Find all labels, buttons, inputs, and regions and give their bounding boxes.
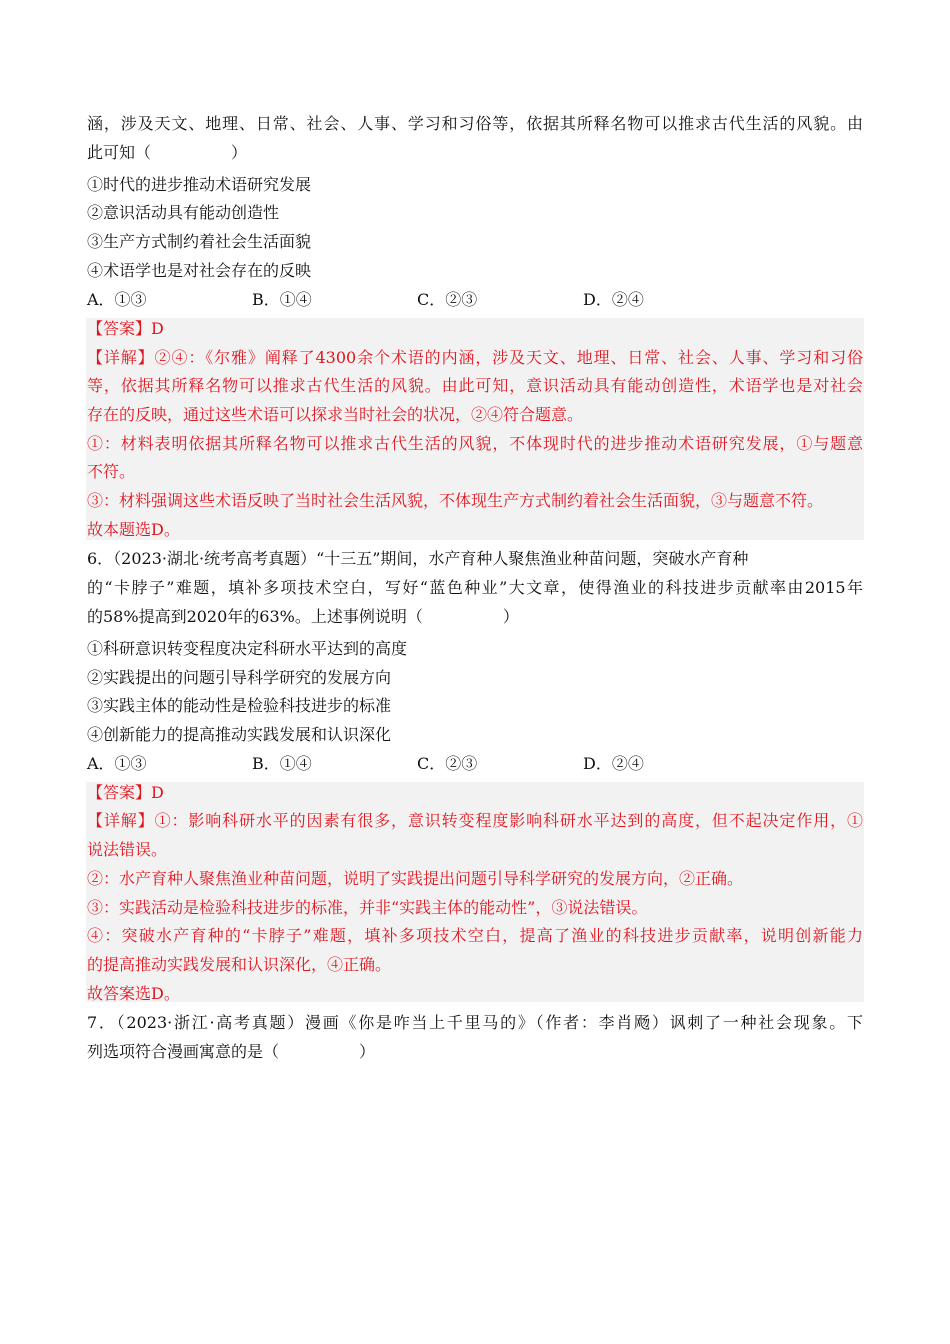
q6-option-c[interactable]: C．②③ xyxy=(417,754,478,773)
q6-detail-line xyxy=(87,810,863,832)
q6-stem-line: 6．（2023·湖北·统考高考真题）“十三五”期间，水产育种人聚焦渔业种苗问题，突破水产育种 xyxy=(87,549,749,568)
q5-stem-line: 涵，涉及天文、地理、日常、社会、人事、学习和习俗等，依据其所释名物可以推求古代生活的风貌。由 xyxy=(87,114,863,133)
q6-detail-line: ②：水产育种人聚焦渔业种苗问题，说明了实践提出问题引导科学研究的发展方向，②正确。 xyxy=(87,869,744,888)
q6-detail-line: 故答案选D。 xyxy=(87,984,180,1003)
q6-option-a[interactable]: A．①③ xyxy=(87,754,147,773)
q6-stem-line: 的58%提高到2020年的63%。上述事例说明（ ） xyxy=(87,607,519,626)
q5-option-c[interactable]: C．②③ xyxy=(417,290,478,309)
q5-detail-line: ①：材料表明依据其所释名物可以推求古代生活的风貌，不体现时代的进步推动术语研究发展，①与题意 xyxy=(87,434,863,453)
q5-statement: ①时代的进步推动术语研究发展 xyxy=(87,175,312,194)
q7-stem-line: 7．（2023·浙江·高考真题）漫画《你是咋当上千里马的》（作者：李肖飏）讽刺了一种社会现象。下 xyxy=(87,1013,863,1032)
answer-label: 【答案】 xyxy=(87,783,152,802)
q6-option-b[interactable]: B．①④ xyxy=(252,754,312,773)
q5-detail-line: 不符。 xyxy=(87,462,136,481)
q5-stem-line: 此可知（ ） xyxy=(87,143,248,162)
q5-detail-line: 存在的反映，通过这些术语可以探求当时社会的状况，②④符合题意。 xyxy=(87,405,584,424)
q6-detail-line: 的提高推动实践发展和认识深化，④正确。 xyxy=(87,955,392,974)
detail-text: ①：影响科研水平的因素有很多，意识转变程度影响科研水平达到的高度，但不起决定作用，① xyxy=(154,811,863,830)
answer-label: 【答案】 xyxy=(87,319,152,338)
q6-option-d[interactable]: D．②④ xyxy=(583,754,644,773)
q5-options xyxy=(87,289,863,311)
q6-detail-line: ③：实践活动是检验科技进步的标准，并非“实践主体的能动性”，③说法错误。 xyxy=(87,898,648,917)
q6-stem-line: 的“卡脖子”难题，填补多项技术空白，写好“蓝色种业”大文章，使得渔业的科技进步贡献率由2015年 xyxy=(87,578,863,597)
answer-value: D xyxy=(151,319,164,338)
q5-answer xyxy=(87,318,863,340)
detail-text: ②④：《尔雅》阐释了4300余个术语的内涵，涉及天文、地理、日常、社会、人事、学习和习俗 xyxy=(154,348,863,367)
q6-statement: ③实践主体的能动性是检验科技进步的标准 xyxy=(87,696,392,715)
q5-detail-line: 故本题选D。 xyxy=(87,520,180,539)
detail-label: 【详解】 xyxy=(87,811,155,830)
q5-option-a[interactable]: A．①③ xyxy=(87,290,147,309)
q6-statement: ②实践提出的问题引导科学研究的发展方向 xyxy=(87,668,392,687)
q6-options xyxy=(87,753,863,775)
q5-option-b[interactable]: B．①④ xyxy=(252,290,312,309)
q6-answer xyxy=(87,782,863,804)
detail-label: 【详解】 xyxy=(87,348,155,367)
q6-statement: ①科研意识转变程度决定科研水平达到的高度 xyxy=(87,639,408,658)
q5-detail-line: 等，依据其所释名物可以推求古代生活的风貌。由此可知，意识活动具有能动创造性，术语学也是对社会 xyxy=(87,376,863,395)
q5-statement: ③生产方式制约着社会生活面貌 xyxy=(87,232,312,251)
q6-detail-line: ④：突破水产育种的“卡脖子”难题，填补多项技术空白，提高了渔业的科技进步贡献率，说明创新能力 xyxy=(87,926,863,945)
q6-detail-line: 说法错误。 xyxy=(87,840,168,859)
q5-statement: ②意识活动具有能动创造性 xyxy=(87,203,280,222)
q6-statement: ④创新能力的提高推动实践发展和认识深化 xyxy=(87,725,392,744)
q7-stem-line: 列选项符合漫画寓意的是（ ） xyxy=(87,1042,376,1061)
q5-detail-line: ③：材料强调这些术语反映了当时社会生活风貌，不体现生产方式制约着社会生活面貌，③与题意不符。 xyxy=(87,491,824,510)
q5-statement: ④术语学也是对社会存在的反映 xyxy=(87,261,312,280)
q5-option-d[interactable]: D．②④ xyxy=(583,290,644,309)
q5-detail-line xyxy=(87,347,863,369)
answer-value: D xyxy=(151,783,164,802)
